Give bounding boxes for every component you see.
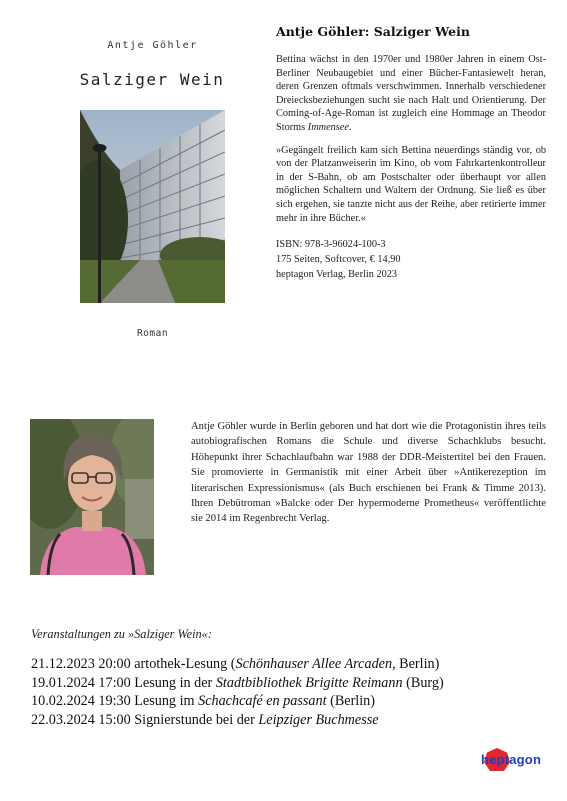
event-item: 21.12.2023 20:00 artothek-Lesung (Schönhauser Allee Arcaden, Berlin) [31,656,440,672]
event-item: 22.03.2024 15:00 Signierstunde bei der Leipziger Buchmesse [31,711,379,728]
heptagon-logo [478,747,550,775]
format-price: 175 Seiten, Softcover, € 14,90 [276,254,401,266]
book-info [276,24,546,282]
events-list [31,655,551,729]
event-item: 10.02.2024 19:30 Lesung im Schachcafé en passant (Berlin) [31,693,376,709]
cover-author: Antje Göhler [107,40,198,51]
book-heading: Antje Göhler: Salziger Wein [276,24,470,39]
event-item: 19.01.2024 17:00 Lesung in der Stadtbibliothek Brigitte Reimann (Burg) [31,674,444,691]
cover-genre: Roman [136,328,169,339]
author-bio: Antje Göhler wurde in Berlin geboren und hat dort wie die Protagonistin ihres teils autobiografischen Romans die Schule und diverse Schachklubs besucht. Höhepunkt ihrer Schachlaufbahn war 1988 der DDR-Meistertitel bei den Frauen. Sie promovierte in Germanistik mit einer Arbeit über »Antikerezeption im literarischen Expressionismus« (als Buch erschienen bei Frank & Timme 2013). Ihren Debütroman »Balcke oder Der hypermoderne Prometheus« veröffentlichte sie 2014 im Regenbrecht Verlag. [191,421,546,525]
book-meta [276,237,546,282]
logo-text: heptagon [481,752,542,767]
storm-title: Immensee [307,121,349,133]
cover-title: Salziger Wein [79,70,225,89]
publisher: heptagon Verlag, Berlin 2023 [276,269,398,281]
events-heading: Veranstaltungen zu »Salziger Wein«: [31,627,212,641]
cover-photo [80,110,225,303]
book-quote: »Gegängelt freilich kam sich Bettina neuerdings ständig vor, ob von der Platzanweiserin im Kino, ob vom Fahrkartenkontrolleur in der S-Bahn, ob am Postschalter oder überhaupt vor allen möglichen Schaltern und Waltern der Ordnung. Sie ließ es über sich ergehen, sie tanzte nicht aus der Reihe, aber retirierte immer mehr in ihre Bücher.« [276,144,546,224]
book-blurb: Bettina wächst in den 1970er und 1980er Jahren in einem Ost-Berliner Neubaugebiet und einer Bücher-Fantasiewelt heran, deren Grenzen oftmals verschwimmen. Innerhalb verschiedener Dreiecksbeziehungen sucht sie nach Halt und Orientierung. Der Coming-of-Age-Roman ist zugleich eine Hommage an Theodor Storms Immensee. [276,54,546,133]
isbn: ISBN: 978-3-96024-100-3 [276,239,386,251]
author-photo [30,419,154,575]
